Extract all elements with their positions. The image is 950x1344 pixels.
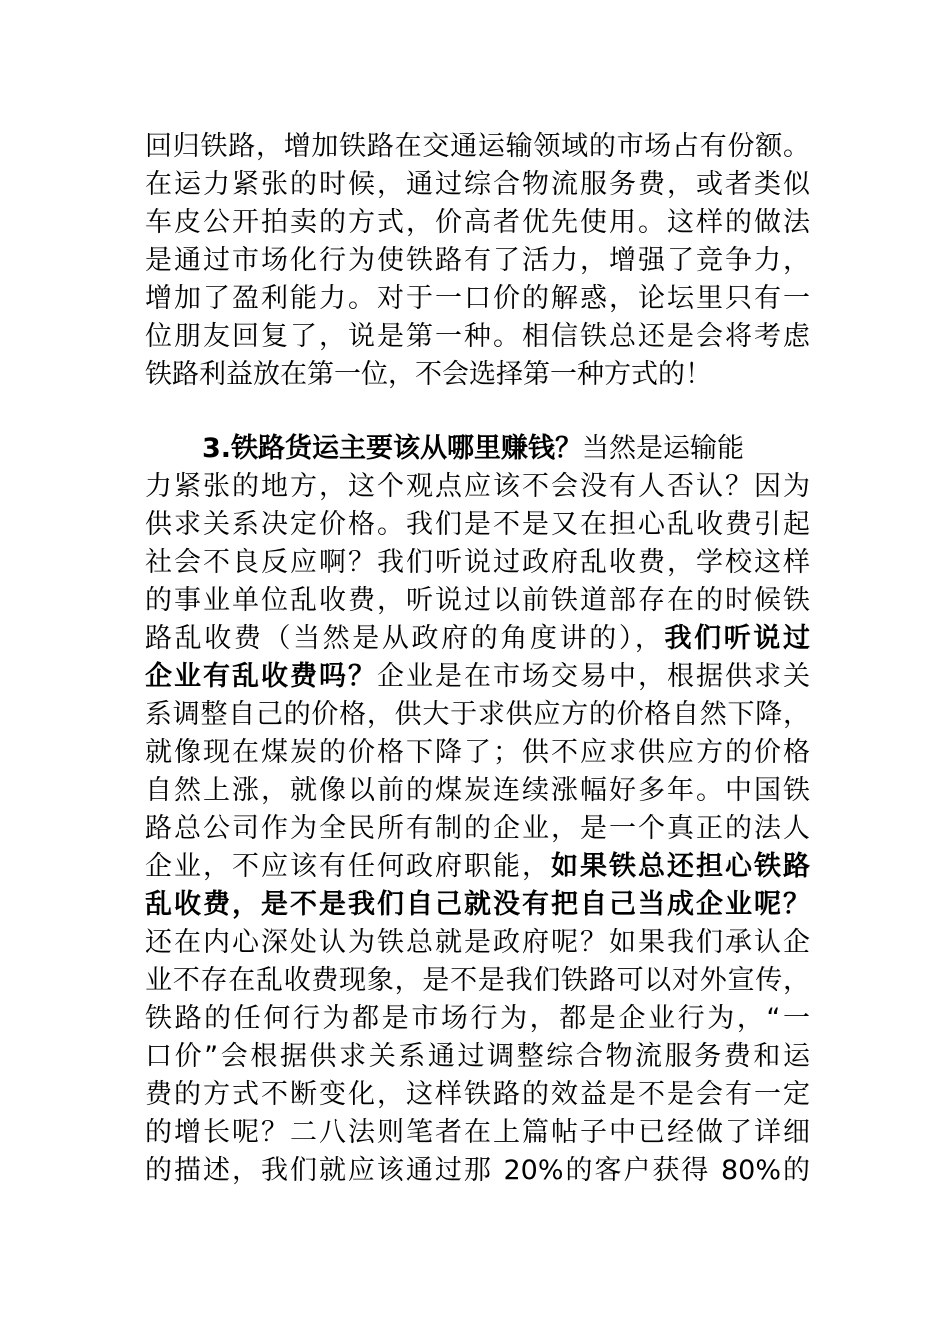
text-line: 路总公司作为全民所有制的企业，是一个真正的法人: [145, 813, 810, 844]
text-line: 铁路利益放在第一位，不会选择第一种方式的！: [145, 359, 712, 390]
text-line: 系调整自己的价格，供大于求供应方的价格自然下降，: [145, 699, 810, 730]
text-line: 的事业单位乱收费，听说过以前铁道部存在的时候铁: [145, 585, 810, 616]
text-line: 的描述，我们就应该通过那 20%的客户获得 80%的: [145, 1155, 810, 1186]
text-line: [145, 620, 810, 658]
text-line: 力紧张的地方，这个观点应该不会没有人否认？因为: [145, 471, 810, 502]
paragraph-1: [145, 128, 810, 394]
section-heading-line: [145, 430, 810, 468]
bold-text-run: 如果铁总还担心铁路: [551, 851, 810, 882]
text-line: 自然上涨，就像以前的煤炭连续涨幅好多年。中国铁: [145, 775, 810, 806]
text-line: 位朋友回复了，说是第一种。相信铁总还是会将考虑: [145, 321, 810, 352]
bold-text-run: 我们听说过: [664, 623, 810, 654]
text-line: 增加了盈利能力。对于一口价的解惑，论坛里只有一: [145, 283, 810, 314]
text-line: 铁路的任何行为都是市场行为，都是企业行为，“一: [145, 1003, 810, 1034]
text-line: 就像现在煤炭的价格下降了；供不应求供应方的价格: [145, 737, 810, 768]
bold-text-run: 企业有乱收费吗？: [145, 661, 377, 692]
text-line: [145, 658, 810, 696]
text-line: 回归铁路，增加铁路在交通运输领域的市场占有份额。: [145, 131, 810, 162]
text-line: 是通过市场化行为使铁路有了活力，增强了竞争力，: [145, 245, 810, 276]
paragraph-2: [145, 430, 810, 1190]
text-line: 的增长呢？二八法则笔者在上篇帖子中已经做了详细: [145, 1117, 810, 1148]
bold-text-line: 乱收费，是不是我们自己就没有把自己当成企业呢？: [145, 889, 810, 920]
text-line: 还在内心深处认为铁总就是政府呢？如果我们承认企: [145, 927, 810, 958]
text-run: 企业是在市场交易中，根据供求关: [377, 661, 810, 692]
text-line: 费的方式不断变化，这样铁路的效益是不是会有一定: [145, 1079, 810, 1110]
section-heading: 3.铁路货运主要该从哪里赚钱？: [202, 433, 583, 464]
text-run: 当然是运输能: [582, 433, 745, 464]
text-line: 业不存在乱收费现象，是不是我们铁路可以对外宣传，: [145, 965, 810, 996]
text-line: 车皮公开拍卖的方式，价高者优先使用。这样的做法: [145, 207, 810, 238]
text-line: 社会不良反应啊？我们听说过政府乱收费，学校这样: [145, 547, 810, 578]
text-run: 路乱收费（当然是从政府的角度讲的），: [145, 623, 665, 654]
text-line: 口价”会根据供求关系通过调整综合物流服务费和运: [145, 1041, 810, 1072]
text-line: 供求关系决定价格。我们是不是又在担心乱收费引起: [145, 509, 810, 540]
text-line: 在运力紧张的时候，通过综合物流服务费，或者类似: [145, 169, 810, 200]
text-run: 企业，不应该有任何政府职能，: [145, 851, 551, 882]
text-line: [145, 848, 810, 886]
